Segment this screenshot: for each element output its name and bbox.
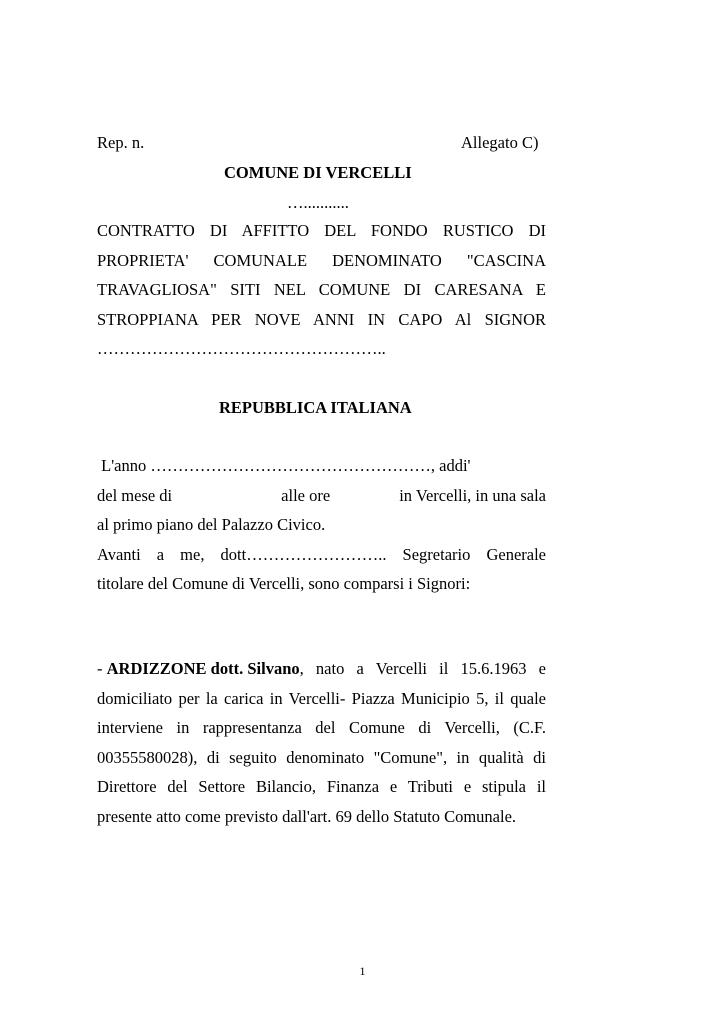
party-first-line — [97, 654, 546, 684]
hour-label: alle ore — [281, 485, 331, 505]
page-number: 1 — [359, 964, 366, 978]
party-name: ARDIZZONE dott. Silvano — [106, 659, 300, 678]
contract-title-line: CONTRATTO DI AFFITTO DEL FONDO RUSTICO DI — [97, 221, 546, 240]
party-line: domiciliato per la carica in Vercelli- Piazza Municipio 5, il quale — [97, 688, 546, 708]
party-line: Direttore del Settore Bilancio, Finanza e Tributi e stipula il — [97, 777, 546, 796]
allegato-label: Allegato C) — [461, 133, 539, 152]
preamble — [97, 451, 546, 599]
party-line: interviene in rappresentanza del Comune di Vercelli, (C.F. — [97, 718, 546, 737]
place-text: in Vercelli, in una sala — [399, 485, 546, 505]
floor-line: al primo piano del Palazzo Civico. — [97, 515, 326, 534]
document-title: COMUNE DI VERCELLI — [224, 163, 412, 182]
contract-title-line: STROPPIANA PER NOVE ANNI IN CAPO Al SIGNOR — [97, 309, 546, 329]
republic-heading: REPUBBLICA ITALIANA — [219, 398, 412, 417]
contract-title-line: PROPRIETA' COMUNALE DENOMINATO "CASCINA — [97, 250, 546, 270]
year-line: L'anno ……………………………………………, addi' — [97, 456, 471, 475]
contract-title — [97, 216, 546, 364]
title-dots: …........... — [287, 193, 349, 212]
party-dash: - — [97, 659, 107, 678]
contract-title-dots: …………………………………………….. — [97, 339, 386, 358]
party-intro — [97, 654, 300, 684]
month-label: del mese di — [97, 485, 173, 505]
party-first-line-rest: , nato a Vercelli il 15.6.1963 e — [299, 659, 546, 678]
date-place-line — [97, 481, 546, 511]
party-paragraph — [97, 654, 546, 831]
party-line: 00355580028), di seguito denominato "Comune", in qualità di — [97, 747, 546, 767]
rep-number-label: Rep. n. — [97, 133, 145, 152]
party-last-line: presente atto come previsto dall'art. 69 dello Statuto Comunale. — [97, 806, 517, 826]
appeared-line: titolare del Comune di Vercelli, sono comparsi i Signori: — [97, 574, 471, 593]
contract-title-line: TRAVAGLIOSA" SITI NEL COMUNE DI CARESANA E — [97, 280, 546, 299]
before-me-line: Avanti a me, dott…………………….. Segretario Generale — [97, 544, 546, 564]
